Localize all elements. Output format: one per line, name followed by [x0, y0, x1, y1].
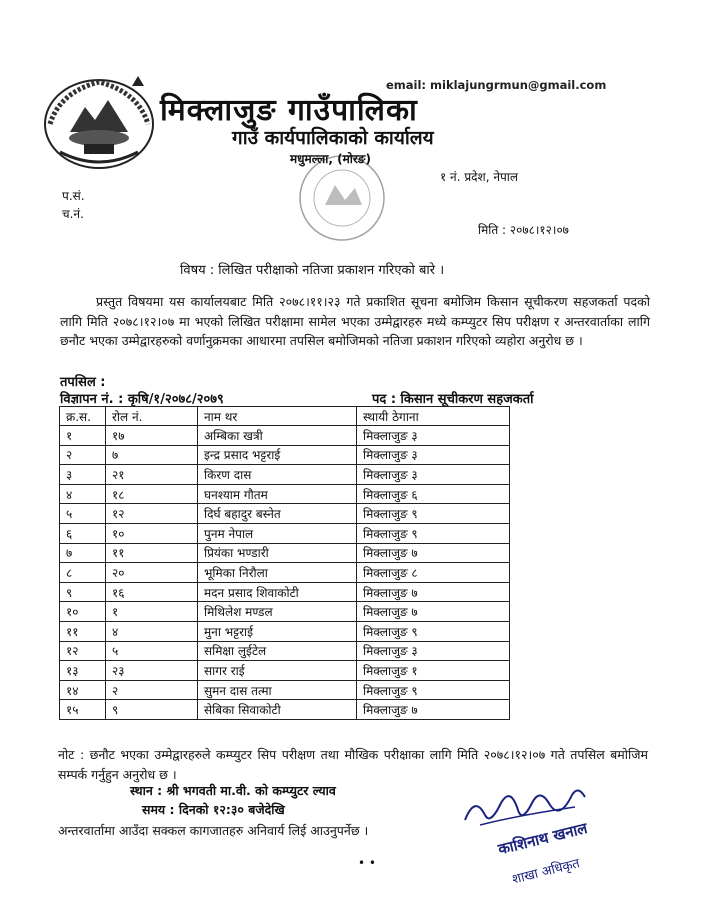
header-name: नाम थर	[198, 407, 357, 426]
cell-serial: ९	[60, 582, 106, 602]
cell-roll: १०	[106, 523, 198, 543]
cell-name: इन्द्र प्रसाद भट्टराई	[198, 445, 357, 465]
cell-name: समिक्षा लुईटेल	[198, 641, 357, 661]
cell-name: प्रियंका भण्डारी	[198, 543, 357, 563]
office-subtitle: गाउँ कार्यपालिकाको कार्यालय	[232, 127, 434, 149]
page-mark: • •	[358, 856, 376, 870]
note-paragraph: नोट : छनौट भएका उम्मेद्वारहरुले कम्प्युटर सिप परीक्षण तथा मौखिक परीक्षाका लागि मिति २०७८।१२।०७ गते तपसिल बमोजिम सम्पर्क गर्नुहुन अनुरोध छ ।	[58, 747, 648, 782]
cell-serial: ७	[60, 543, 106, 563]
cell-roll: ४	[106, 621, 198, 641]
letter-body: प्रस्तुत विषयमा यस कार्यालयबाट मिति २०७८।११।२३ गते प्रकाशित सूचना बमोजिम किसान सूचीकरण सहजकर्ता पदको लागि मिति २०७८।१२।०७ मा भएको लिखित परीक्षामा सामेल भएका उम्मेद्वारहरु मध्ये कम्प्युटर सिप परीक्षण र अन्तरवार्ताका लागि छनौट भएका उम्मेद्वारहरुको वर्णानुक्रमका आधारमा तपसिल बमोजिमको नतिजा प्रकाशन गरिएको व्यहोरा अनुरोध छ ।	[60, 294, 650, 348]
cell-name: मदन प्रसाद शिवाकोटी	[198, 582, 357, 602]
cell-serial: १३	[60, 661, 106, 681]
cell-address: मिक्लाजुङ ३	[357, 445, 510, 465]
cell-name: किरण दास	[198, 465, 357, 485]
table-row	[60, 621, 510, 641]
table-row	[60, 484, 510, 504]
cell-serial: ८	[60, 563, 106, 583]
table-row	[60, 543, 510, 563]
cell-name: मुना भट्टराई	[198, 621, 357, 641]
cell-name: पुनम नेपाल	[198, 523, 357, 543]
cell-address: मिक्लाजुङ ३	[357, 465, 510, 485]
signatory-title: शाखा अधिकृत	[510, 856, 582, 888]
office-title: मिक्लाजुङ गाउँपालिका	[160, 93, 418, 128]
signatory-name: काशिनाथ खनाल	[496, 818, 590, 859]
cell-address: मिक्लाजुङ ७	[357, 582, 510, 602]
table-row	[60, 661, 510, 681]
table-row	[60, 445, 510, 465]
table-row	[60, 680, 510, 700]
cell-serial: १	[60, 426, 106, 446]
email-address: email: miklajungrmun@gmail.com	[386, 78, 607, 92]
cell-roll: १७	[106, 426, 198, 446]
cell-address: मिक्लाजुङ ९	[357, 523, 510, 543]
header-roll: रोल नं.	[106, 407, 198, 426]
letter-date: मिति : २०७८।१२।०७	[478, 223, 569, 237]
office-province: १ नं. प्रदेश, नेपाल	[440, 170, 519, 184]
exam-venue: स्थान : श्री भगवती मा.वी. को कम्प्युटर ल्याव	[130, 783, 336, 798]
details-label: तपसिल :	[60, 375, 106, 390]
cell-roll: २३	[106, 661, 198, 681]
cell-name: दिर्घ बहादुर बस्नेत	[198, 504, 357, 524]
cell-name: अम्बिका खत्री	[198, 426, 357, 446]
cell-serial: १५	[60, 700, 106, 720]
cell-address: मिक्लाजुङ ९	[357, 504, 510, 524]
cell-roll: १२	[106, 504, 198, 524]
header-address: स्थायी ठेगाना	[357, 407, 510, 426]
cell-address: मिक्लाजुङ १	[357, 661, 510, 681]
cell-serial: ६	[60, 523, 106, 543]
cell-roll: २१	[106, 465, 198, 485]
table-row	[60, 602, 510, 622]
cell-roll: ७	[106, 445, 198, 465]
cell-roll: २०	[106, 563, 198, 583]
government-emblem-logo	[40, 72, 158, 172]
cell-roll: ९	[106, 700, 198, 720]
table-header-row	[60, 407, 510, 426]
cell-serial: ११	[60, 621, 106, 641]
cell-serial: ५	[60, 504, 106, 524]
header-serial: क्र.स.	[60, 407, 106, 426]
table-row	[60, 563, 510, 583]
table-row	[60, 426, 510, 446]
cell-name: भूमिका निरौला	[198, 563, 357, 583]
cell-serial: १२	[60, 641, 106, 661]
cell-address: मिक्लाजुङ ६	[357, 484, 510, 504]
post-name: पद : किसान सूचीकरण सहजकर्ता	[372, 392, 534, 407]
cell-address: मिक्लाजुङ ३	[357, 641, 510, 661]
exam-time: समय : दिनको १२:३० बजेदेखि	[142, 802, 285, 817]
office-location: मधुमल्ला, (मोरङ)	[290, 152, 371, 166]
cell-roll: १	[106, 602, 198, 622]
table-row	[60, 504, 510, 524]
table-row	[60, 700, 510, 720]
cell-roll: २	[106, 680, 198, 700]
cell-serial: २	[60, 445, 106, 465]
cell-serial: १०	[60, 602, 106, 622]
table-row	[60, 523, 510, 543]
cell-address: मिक्लाजुङ ७	[357, 543, 510, 563]
cell-name: मिथिलेश मण्डल	[198, 602, 357, 622]
table-row	[60, 582, 510, 602]
cell-address: मिक्लाजुङ ९	[357, 621, 510, 641]
advertisement-number: विज्ञापन नं. : कृषि/१/२०७८/२०७९	[60, 392, 224, 407]
cell-serial: १४	[60, 680, 106, 700]
dispatch-number-label: च.नं.	[62, 207, 84, 221]
cell-roll: १८	[106, 484, 198, 504]
letter-subject: विषय : लिखित परीक्षाको नतिजा प्रकाशन गरिएको बारे ।	[180, 263, 445, 278]
cell-roll: ५	[106, 641, 198, 661]
cell-address: मिक्लाजुङ ७	[357, 602, 510, 622]
cell-serial: ४	[60, 484, 106, 504]
cell-roll: ११	[106, 543, 198, 563]
documents-note: अन्तरवार्तामा आउँदा सक्कल कागजातहरु अनिवार्य लिई आउनुपर्नेछ ।	[58, 823, 369, 838]
cell-address: मिक्लाजुङ ९	[357, 680, 510, 700]
table-row	[60, 465, 510, 485]
letter-serial-label: प.सं.	[62, 189, 85, 203]
cell-serial: ३	[60, 465, 106, 485]
cell-name: सुमन दास तत्मा	[198, 680, 357, 700]
results-table	[59, 406, 510, 720]
cell-name: सागर राई	[198, 661, 357, 681]
cell-roll: १६	[106, 582, 198, 602]
cell-address: मिक्लाजुङ ३	[357, 426, 510, 446]
cell-address: मिक्लाजुङ ८	[357, 563, 510, 583]
cell-address: मिक्लाजुङ ७	[357, 700, 510, 720]
table-row	[60, 641, 510, 661]
cell-name: घनश्याम गौतम	[198, 484, 357, 504]
cell-name: सेबिका सिवाकोटी	[198, 700, 357, 720]
